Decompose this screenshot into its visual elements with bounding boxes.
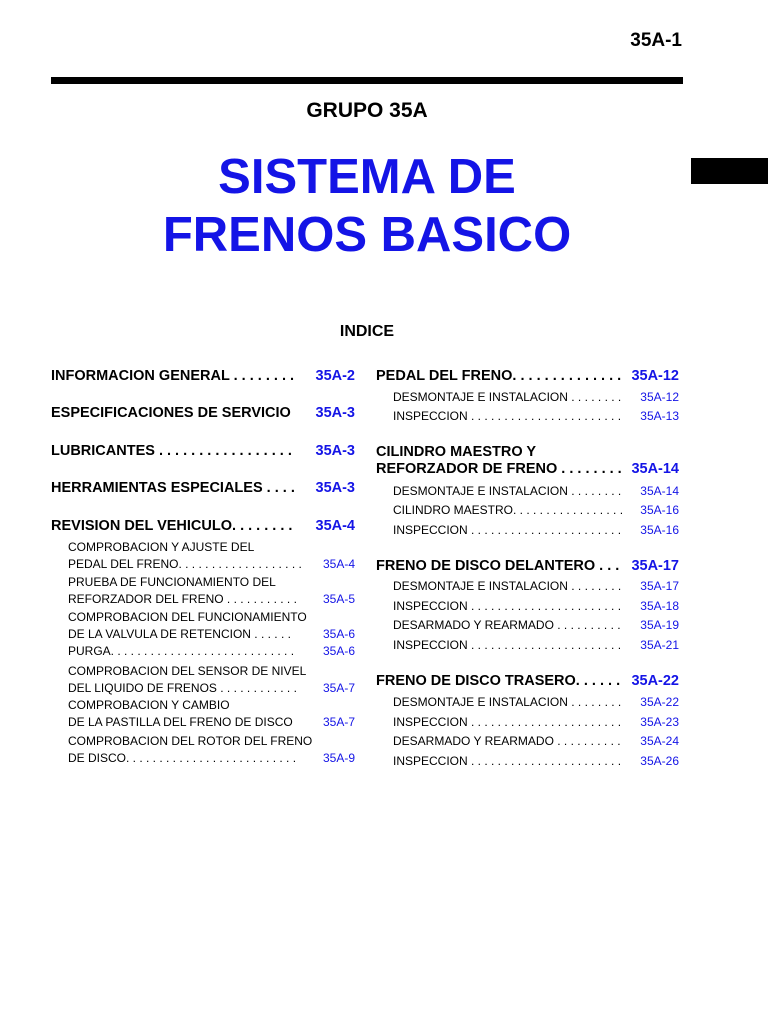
toc-page-ref[interactable]: 35A-12 bbox=[636, 389, 679, 406]
toc-subentry-pastilla-freno[interactable] bbox=[68, 697, 355, 731]
toc-subentry-rotor-freno[interactable] bbox=[68, 733, 355, 767]
toc-entry-label-line2: DE DISCO. . . . . . . . . . . . . . . . . . . . . . . . . . bbox=[68, 751, 297, 765]
toc-subentry-pedal-inspeccion[interactable] bbox=[393, 408, 679, 425]
toc-page-ref[interactable]: 35A-24 bbox=[636, 733, 679, 750]
toc-page-ref[interactable]: 35A-14 bbox=[627, 461, 679, 478]
toc-subentry-cilindro-desmontaje[interactable] bbox=[393, 483, 679, 500]
toc-entry-label: DESMONTAJE E INSTALACION . . . . . . . . bbox=[393, 579, 622, 593]
toc-entry-label: HERRAMIENTAS ESPECIALES . . . . bbox=[51, 480, 295, 496]
toc-page-ref[interactable]: 35A-3 bbox=[312, 480, 356, 497]
page-number: 35A-1 bbox=[630, 30, 682, 51]
toc-entry-label: INSPECCION . . . . . . . . . . . . . . . . . . . . . . . bbox=[393, 715, 622, 729]
toc-page-ref[interactable]: 35A-4 bbox=[319, 556, 355, 573]
toc-entry-label: FRENO DE DISCO DELANTERO . . . bbox=[376, 558, 620, 574]
toc-page-ref[interactable]: 35A-2 bbox=[312, 368, 356, 385]
toc-subentry-ajuste-pedal[interactable] bbox=[68, 539, 355, 573]
toc-page-ref[interactable]: 35A-3 bbox=[312, 443, 356, 460]
toc-page-ref[interactable]: 35A-17 bbox=[627, 558, 679, 575]
toc-entry-cilindro-maestro[interactable] bbox=[376, 444, 679, 478]
toc-page-ref[interactable]: 35A-26 bbox=[636, 753, 679, 770]
toc-page-ref[interactable]: 35A-19 bbox=[636, 617, 679, 634]
toc-entry-especificaciones[interactable] bbox=[51, 405, 355, 422]
toc-entry-herramientas[interactable] bbox=[51, 480, 355, 497]
toc-entry-label: ESPECIFICACIONES DE SERVICIO bbox=[51, 405, 291, 421]
toc-entry-label-line1: COMPROBACION Y CAMBIO bbox=[68, 698, 230, 712]
toc-entry-label: DESARMADO Y REARMADO . . . . . . . . . . bbox=[393, 618, 621, 632]
toc-entry-label: REVISION DEL VEHICULO. . . . . . . . bbox=[51, 518, 293, 534]
toc-page-ref[interactable]: 35A-22 bbox=[627, 673, 679, 690]
toc-page-ref[interactable]: 35A-13 bbox=[636, 408, 679, 425]
toc-entry-label: INSPECCION . . . . . . . . . . . . . . . . . . . . . . . bbox=[393, 409, 622, 423]
toc-page-ref[interactable]: 35A-17 bbox=[636, 578, 679, 595]
toc-entry-label: DESARMADO Y REARMADO . . . . . . . . . . bbox=[393, 734, 621, 748]
index-heading: INDICE bbox=[339, 323, 395, 340]
toc-page-ref[interactable]: 35A-9 bbox=[319, 750, 355, 767]
main-title-line2: FRENOS BASICO bbox=[162, 208, 572, 262]
toc-entry-label: LUBRICANTES . . . . . . . . . . . . . . . . . bbox=[51, 443, 292, 459]
toc-subentry-trasero-desarmado[interactable] bbox=[393, 733, 679, 750]
toc-entry-label: PURGA. . . . . . . . . . . . . . . . . . . . . . . . . . . . bbox=[68, 644, 295, 658]
toc-entry-label-line1: COMPROBACION DEL SENSOR DE NIVEL bbox=[68, 664, 307, 678]
toc-entry-label: INSPECCION . . . . . . . . . . . . . . . . . . . . . . . bbox=[393, 754, 622, 768]
toc-entry-label-line1: COMPROBACION Y AJUSTE DEL bbox=[68, 540, 255, 554]
toc-page-ref[interactable]: 35A-12 bbox=[627, 368, 679, 385]
toc-entry-label: INSPECCION . . . . . . . . . . . . . . . . . . . . . . . bbox=[393, 638, 622, 652]
toc-entry-label-line1: COMPROBACION DEL ROTOR DEL FRENO bbox=[68, 734, 313, 748]
main-title-line1: SISTEMA DE bbox=[218, 150, 516, 204]
toc-entry-freno-disco-trasero[interactable] bbox=[376, 673, 679, 690]
toc-entry-revision-vehiculo[interactable] bbox=[51, 518, 355, 535]
toc-subentry-trasero-inspeccion[interactable] bbox=[393, 714, 679, 731]
toc-entry-label: INSPECCION . . . . . . . . . . . . . . . . . . . . . . . bbox=[393, 599, 622, 613]
toc-entry-label-line2: PEDAL DEL FRENO. . . . . . . . . . . . . . . . . . . bbox=[68, 557, 302, 571]
toc-entry-informacion-general[interactable] bbox=[51, 368, 355, 385]
toc-entry-label: DESMONTAJE E INSTALACION . . . . . . . . bbox=[393, 695, 622, 709]
toc-entry-label-line2: DE LA VALVULA DE RETENCION . . . . . . bbox=[68, 627, 291, 641]
toc-page-ref[interactable]: 35A-21 bbox=[636, 637, 679, 654]
toc-entry-label-line1: COMPROBACION DEL FUNCIONAMIENTO bbox=[68, 610, 307, 624]
toc-entry-label: PEDAL DEL FRENO. . . . . . . . . . . . . . bbox=[376, 368, 622, 384]
toc-entry-label: INFORMACION GENERAL . . . . . . . . bbox=[51, 368, 295, 384]
toc-entry-label: DESMONTAJE E INSTALACION . . . . . . . . bbox=[393, 484, 622, 498]
toc-subentry-trasero-desmontaje[interactable] bbox=[393, 694, 679, 711]
toc-entry-label-line2: REFORZADOR DEL FRENO . . . . . . . . . . . bbox=[68, 592, 297, 606]
toc-entry-freno-disco-delantero[interactable] bbox=[376, 558, 679, 575]
header-rule bbox=[51, 77, 683, 84]
toc-page-ref[interactable]: 35A-18 bbox=[636, 598, 679, 615]
toc-subentry-sensor-nivel[interactable] bbox=[68, 663, 355, 697]
toc-subentry-valvula-retencion[interactable] bbox=[68, 609, 355, 643]
group-title: GRUPO 35A bbox=[306, 99, 428, 122]
toc-entry-label-line2: DE LA PASTILLA DEL FRENO DE DISCO bbox=[68, 715, 293, 729]
toc-page-ref[interactable]: 35A-5 bbox=[319, 591, 355, 608]
toc-page-ref[interactable]: 35A-16 bbox=[636, 522, 679, 539]
toc-page-ref[interactable]: 35A-7 bbox=[319, 714, 355, 731]
toc-subentry-delantero-inspeccion[interactable] bbox=[393, 598, 679, 615]
toc-entry-lubricantes[interactable] bbox=[51, 443, 355, 460]
toc-subentry-pedal-desmontaje[interactable] bbox=[393, 389, 679, 406]
toc-subentry-trasero-inspeccion-2[interactable] bbox=[393, 753, 679, 770]
toc-page-ref[interactable]: 35A-7 bbox=[319, 680, 355, 697]
toc-subentry-delantero-inspeccion-2[interactable] bbox=[393, 637, 679, 654]
toc-page-ref[interactable]: 35A-6 bbox=[319, 643, 355, 660]
toc-entry-pedal-freno[interactable] bbox=[376, 368, 679, 385]
toc-subentry-purga[interactable] bbox=[68, 643, 355, 660]
toc-entry-label: FRENO DE DISCO TRASERO. . . . . . bbox=[376, 673, 621, 689]
toc-subentry-cilindro-inspeccion[interactable] bbox=[393, 522, 679, 539]
toc-subentry-delantero-desmontaje[interactable] bbox=[393, 578, 679, 595]
toc-entry-label-line1: PRUEBA DE FUNCIONAMIENTO DEL bbox=[68, 575, 276, 589]
toc-page-ref[interactable]: 35A-3 bbox=[312, 405, 356, 422]
main-title bbox=[0, 148, 734, 264]
toc-entry-label-line1: CILINDRO MAESTRO Y bbox=[376, 444, 537, 460]
toc-subentry-prueba-reforzador[interactable] bbox=[68, 574, 355, 608]
toc-entry-label-line2: REFORZADOR DE FRENO . . . . . . . . bbox=[376, 461, 622, 477]
toc-page-ref[interactable]: 35A-16 bbox=[636, 502, 679, 519]
toc-subentry-delantero-desarmado[interactable] bbox=[393, 617, 679, 634]
toc-page-ref[interactable]: 35A-14 bbox=[636, 483, 679, 500]
toc-entry-label-line2: DEL LIQUIDO DE FRENOS . . . . . . . . . . . . bbox=[68, 681, 297, 695]
toc-entry-label: DESMONTAJE E INSTALACION . . . . . . . . bbox=[393, 390, 622, 404]
toc-subentry-cilindro-maestro[interactable] bbox=[393, 502, 679, 519]
toc-page-ref[interactable]: 35A-23 bbox=[636, 714, 679, 731]
toc-page-ref[interactable]: 35A-6 bbox=[319, 626, 355, 643]
toc-entry-label: CILINDRO MAESTRO. . . . . . . . . . . . . . . . . bbox=[393, 503, 624, 517]
toc-page-ref[interactable]: 35A-4 bbox=[312, 518, 356, 535]
toc-page-ref[interactable]: 35A-22 bbox=[636, 694, 679, 711]
toc-entry-label: INSPECCION . . . . . . . . . . . . . . . . . . . . . . . bbox=[393, 523, 622, 537]
